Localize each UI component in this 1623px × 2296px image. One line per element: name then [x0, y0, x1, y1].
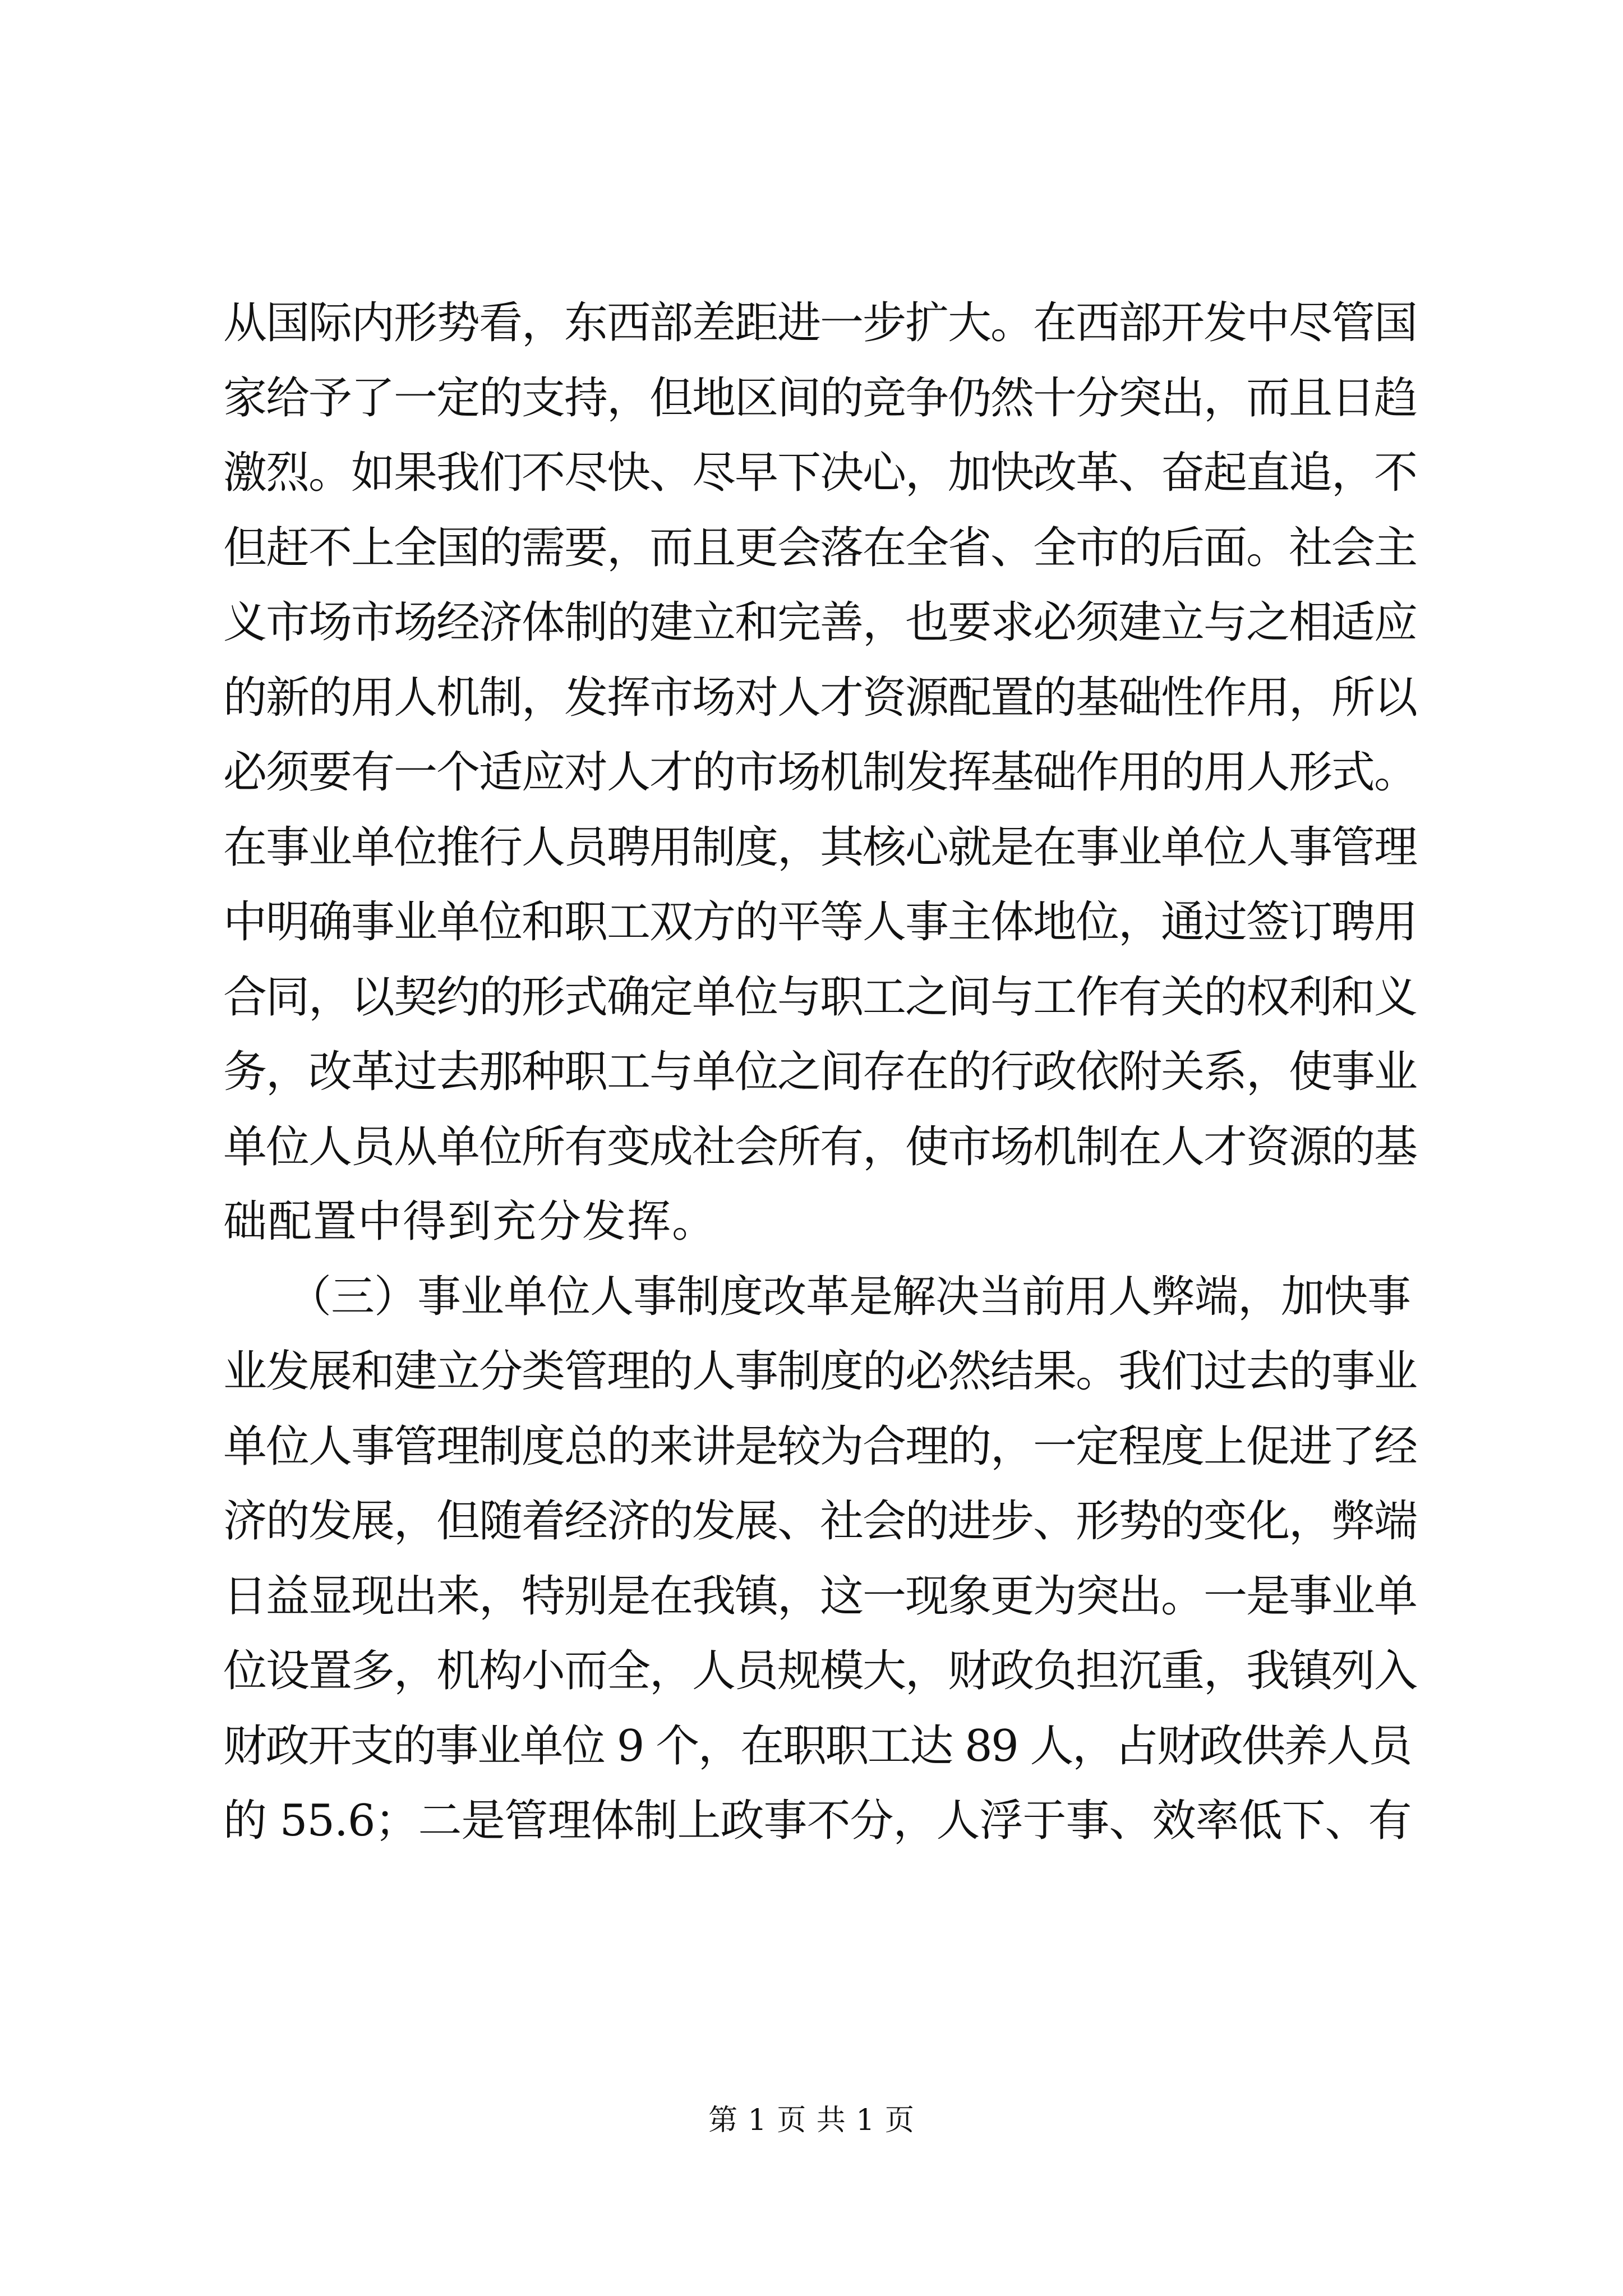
text-line: 日益显现出来，特别是在我镇，这一现象更为突出。一是事业单	[223, 1571, 1417, 1622]
text-line: 从国际内形势看，东西部差距进一步扩大。在西部开发中尽管国	[223, 298, 1417, 348]
text-line: 财政开支的事业单位 9 个，在职职工达 89 人，占财政供养人员	[223, 1720, 1412, 1772]
text-line: 中明确事业单位和职工双方的平等人事主体地位，通过签订聘用	[223, 897, 1417, 947]
text-line: 家给予了一定的支持，但地区间的竞争仍然十分突出，而且日趋	[223, 372, 1417, 424]
text-line: （三）事业单位人事制度改革是解决当前用人弊端，加快事	[223, 1271, 1411, 1322]
text-line: 但赶不上全国的需要，而且更会落在全省、全市的后面。社会主	[223, 522, 1417, 573]
text-line: 济的发展，但随着经济的发展、社会的进步、形势的变化，弊端	[223, 1496, 1417, 1547]
text-line: 的新的用人机制，发挥市场对人才资源配置的基础性作用，所以	[223, 672, 1417, 723]
text-line: 务，改革过去那种职工与单位之间存在的行政依附关系，使事业	[223, 1047, 1417, 1097]
text-line: 激烈。如果我们不尽快、尽早下决心，加快改革、奋起直追，不	[223, 448, 1417, 498]
text-line: 业发展和建立分类管理的人事制度的必然结果。我们过去的事业	[223, 1346, 1417, 1397]
text-line: 单位人事管理制度总的来讲是较为合理的，一定程度上促进了经	[223, 1421, 1417, 1472]
text-line: 的 55.6；二是管理体制上政事不分，人浮于事、效率低下、有	[223, 1796, 1412, 1846]
text-line: 合同，以契约的形式确定单位与职工之间与工作有关的权利和义	[223, 972, 1417, 1023]
text-line: 必须要有一个适应对人才的市场机制发挥基础作用的用人形式。	[223, 747, 1417, 798]
text-line: 础配置中得到充分发挥。	[223, 1197, 717, 1247]
text-line: 位设置多，机构小而全，人员规模大，财政负担沉重，我镇列入	[223, 1646, 1417, 1696]
text-line: 单位人员从单位所有变成社会所有，使市场机制在人才资源的基	[223, 1121, 1417, 1172]
page-footer	[0, 2101, 1623, 2140]
text-line: 在事业单位推行人员聘用制度，其核心就是在事业单位人事管理	[223, 822, 1417, 873]
page-number: 第 1 页 共 1 页	[708, 2104, 915, 2137]
document-body	[223, 286, 1418, 1859]
text-line: 义市场市场经济体制的建立和完善，也要求必须建立与之相适应	[223, 597, 1417, 648]
